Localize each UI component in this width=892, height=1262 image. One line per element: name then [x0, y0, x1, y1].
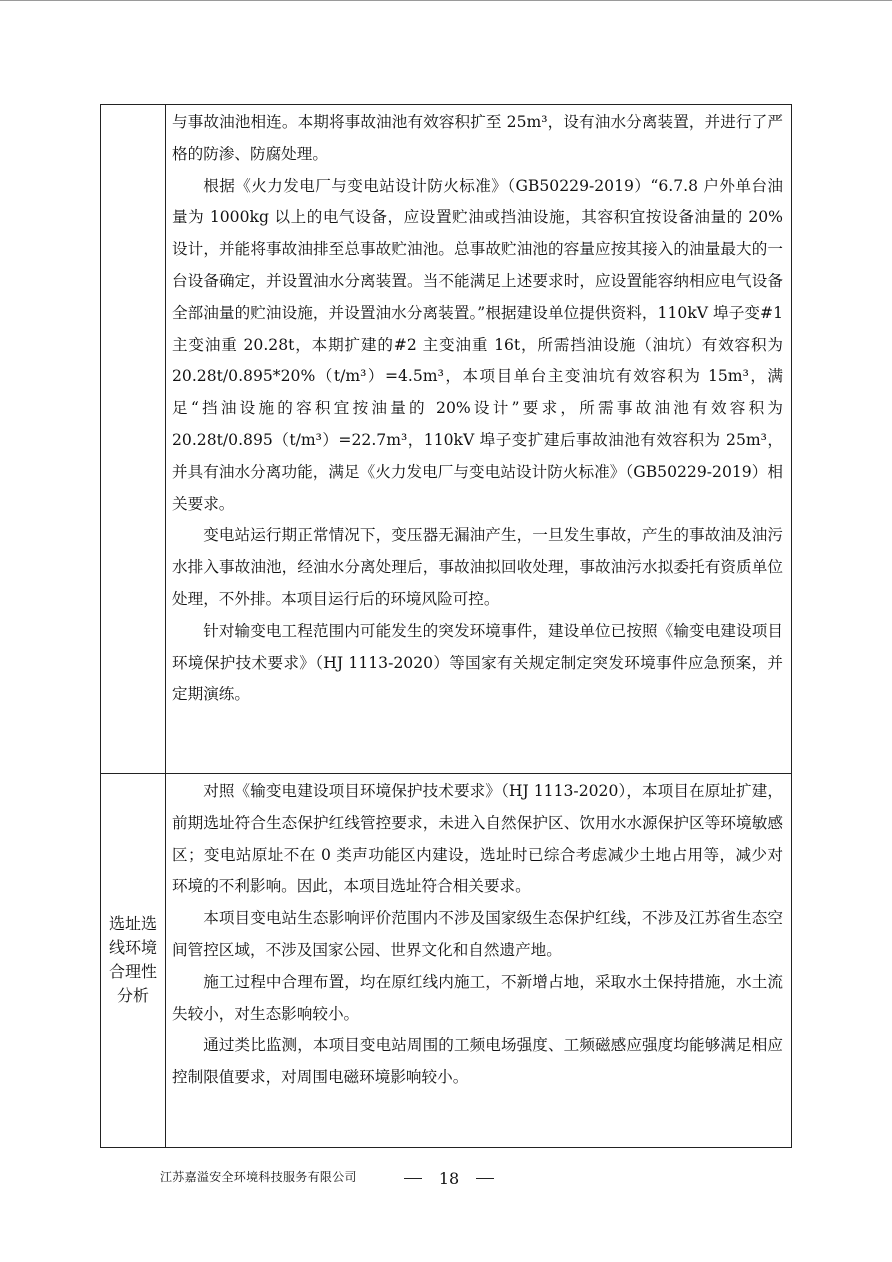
- paragraph: 本项目变电站生态影响评价范围内不涉及国家级生态保护红线，不涉及江苏省生态空间管控区域，不涉及国家公园、世界文化和自然遗产地。: [172, 909, 783, 959]
- row-1-content: [172, 107, 783, 711]
- paragraph: 施工过程中合理布置，均在原红线内施工，不新增占地，采取水土保持措施，水土流失较小，对生态影响较小。: [172, 972, 783, 1023]
- row-divider: [101, 773, 791, 774]
- paragraph: 针对输变电工程范围内可能发生的突发环境事件，建设单位已按照《输变电建设项目环境保护技术要求》（HJ 1113-2020）等国家有关规定制定突发环境事件应急预案，并定期演练。: [172, 621, 783, 704]
- paragraph: 根据《火力发电厂与变电站设计防火标准》（GB50229-2019）“6.7.8 户外单台油量为 1000kg 以上的电气设备，应设置贮油或挡油设施，其容积宜按设备油量的 20% 设计，并能将事故油排至总事故贮油池。总事故贮油池的容量应按其接入的油量最大的一台设备确定，并设置油水分离装置。当不能满足上述要求时，应设置能容纳相应电气设备全部油量的贮油设施，并设置油水分离装置。”根据建设单位提供资料，110kV 埠子变#1 主变油重 20.28t，本期扩建的#2 主变油重 16t，所需挡油设施（油坑）有效容积为 20.28t/0.895*20%（t/m³）=4.5m³，本项目单台主变油坑有效容积为 15m³，满足“挡油设施的容积宜按油量的 20%设计”要求，所需事故油池有效容积为 20.28t/0.895（t/m³）=22.7m³，110kV 埠子变扩建后事故油池有效容积为 25m³，并具有油水分离功能，满足《火力发电厂与变电站设计防火标准》（GB50229-2019）相关要求。: [172, 176, 783, 513]
- paragraph: 通过类比监测，本项目变电站周围的工频电场强度、工频磁感应强度均能够满足相应控制限值要求，对周围电磁环境影响较小。: [172, 1036, 783, 1087]
- paragraph: 与事故油池相连。本期将事故油池有效容积扩至 25m³，设有油水分离装置，并进行了严格的防渗、防腐处理。: [172, 113, 783, 163]
- paragraph: 对照《输变电建设项目环境保护技术要求》（HJ 1113-2020），本项目在原址扩建，前期选址符合生态保护红线管控要求，未进入自然保护区、饮用水水源保护区等环境敏感区；变电站原址不在 0 类声功能区内建设，选址时已综合考虑减少土地占用等，减少对环境的不利影响。因此，本项目选址符合相关要求。: [172, 782, 783, 896]
- row-2-content: [172, 776, 783, 1094]
- company-name: 江苏嘉溢安全环境科技服务有限公司: [160, 1169, 357, 1184]
- row-2-label-cell: [101, 773, 165, 1147]
- page-number: 18: [438, 1168, 460, 1188]
- page-number-block: [404, 1164, 494, 1192]
- dash-left: [404, 1178, 422, 1179]
- content-table: [100, 104, 792, 1148]
- row-label: 选址选线环境合理性分析: [108, 914, 157, 1005]
- top-border-line: [0, 0, 892, 1]
- dash-right: [476, 1178, 494, 1179]
- column-divider: [165, 105, 166, 1147]
- paragraph: 变电站运行期正常情况下，变压器无漏油产生，一旦发生事故，产生的事故油及油污水排入事故油池，经油水分离处理后，事故油拟回收处理，事故油污水拟委托有资质单位处理，不外排。本项目运行后的环境风险可控。: [172, 526, 783, 608]
